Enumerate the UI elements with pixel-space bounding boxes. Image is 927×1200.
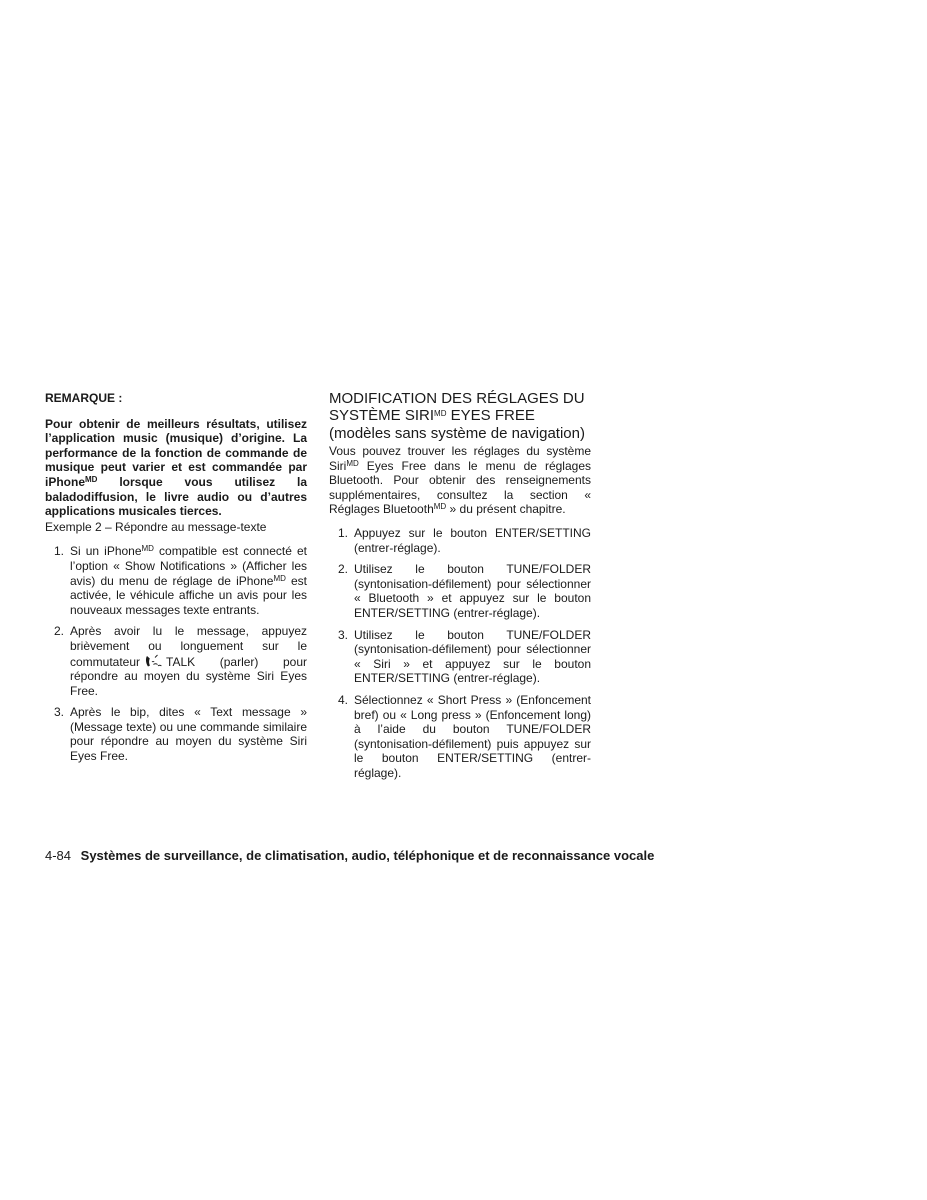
- right-steps-list: [329, 526, 591, 781]
- step-text: Utilisez le bouton TUNE/FOLDER (syntonisation-défilement) pour sélectionner « Bluetooth » et appuyez sur le bouton ENTER/SETTING (entrer-réglage).: [354, 562, 591, 620]
- intro-paragraph: [329, 444, 591, 517]
- step-text-b: compatible est connecté et l’option « Show Notifications » (Afficher les avis) du menu de réglage de iPhone: [70, 544, 307, 588]
- left-steps-list: [45, 544, 307, 763]
- note-label: REMARQUE :: [45, 391, 123, 405]
- section-heading: [329, 390, 591, 424]
- note-text-a: Pour obtenir de meilleurs résultats, utilisez l’application music (musique) d’origine. La performance de la fonction de commande de musique peut varier et est commandée par iPhone: [45, 416, 307, 489]
- heading-sup: MD: [434, 409, 447, 418]
- step-text: Après le bip, dites « Text message » (Message texte) ou une commande similaire pour répondre au moyen du système Siri Eyes Free.: [70, 705, 307, 764]
- page-number: 4-84: [45, 848, 72, 863]
- intro-sup: MD: [346, 458, 359, 468]
- list-item: [329, 562, 591, 620]
- step-text: [70, 544, 307, 617]
- step-text-a: Après avoir lu le message, appuyez brièvement ou longuement sur le commutateur: [70, 624, 307, 669]
- list-item: [45, 544, 307, 617]
- step-text: Utilisez le bouton TUNE/FOLDER (syntonisation-défilement) pour sélectionner « Siri » et appuyez sur le bouton ENTER/SETTING (entrer-réglage).: [354, 627, 591, 686]
- right-column: [329, 390, 591, 787]
- list-item: [329, 693, 591, 781]
- page-footer: [45, 848, 654, 864]
- step-text: [70, 624, 307, 698]
- step-text-c: est activée, le véhicule affiche un avis pour les nouveaux messages texte entrants.: [70, 573, 308, 617]
- heading-text-a: MODIFICATION DES RÉGLAGES DU SYSTÈME SIRI: [329, 390, 585, 424]
- section-subheading: (modèles sans système de navigation): [329, 425, 585, 442]
- talk-switch-icon: [144, 654, 164, 668]
- list-item: [329, 526, 591, 555]
- step-sup: MD: [141, 544, 154, 554]
- step-text-b: TALK (parler) pour répondre au moyen du système Siri Eyes Free.: [70, 654, 307, 698]
- note-text-b: lorsque vous utilisez la baladodiffusion, le livre audio ou d’autres applications musicales tierces.: [45, 474, 307, 519]
- step-text: Sélectionnez « Short Press » (Enfoncement bref) ou « Long press » (Enfoncement long) à l’aide du bouton TUNE/FOLDER (syntonisation-défilement) puis appuyez sur le bouton ENTER/SETTING (entrer-réglage).: [354, 692, 591, 780]
- step-number: 3.: [54, 705, 65, 720]
- note-body: [45, 417, 307, 519]
- list-item: [329, 628, 591, 686]
- list-item: [45, 705, 307, 763]
- step-text: Appuyez sur le bouton ENTER/SETTING (entrer-réglage).: [354, 525, 591, 555]
- note-sup: MD: [85, 474, 98, 484]
- step-sup: MD: [273, 573, 286, 583]
- intro-text-b: Eyes Free dans le menu de réglages Bluetooth. Pour obtenir des renseignements supplémentaires, consultez la section « Réglages Bluetooth: [329, 458, 591, 517]
- intro-text-a: Vous pouvez trouver les réglages du système Siri: [329, 444, 591, 473]
- step-number: 2.: [338, 562, 349, 577]
- step-text-a: Si un iPhone: [70, 544, 142, 559]
- left-column: [45, 390, 307, 771]
- step-number: 2.: [54, 624, 65, 639]
- intro-text-c: » du présent chapitre.: [446, 502, 566, 517]
- step-number: 4.: [338, 692, 349, 707]
- step-number: 1.: [338, 525, 349, 540]
- intro-sup: MD: [433, 502, 447, 512]
- example-title: Exemple 2 – Répondre au message-texte: [45, 519, 267, 534]
- step-number: 3.: [338, 627, 349, 642]
- step-number: 1.: [54, 544, 65, 559]
- list-item: [45, 624, 307, 698]
- chapter-title: Systèmes de surveillance, de climatisation, audio, téléphonique et de reconnaissance vocale: [80, 848, 655, 863]
- heading-text-b: EYES FREE: [446, 407, 535, 424]
